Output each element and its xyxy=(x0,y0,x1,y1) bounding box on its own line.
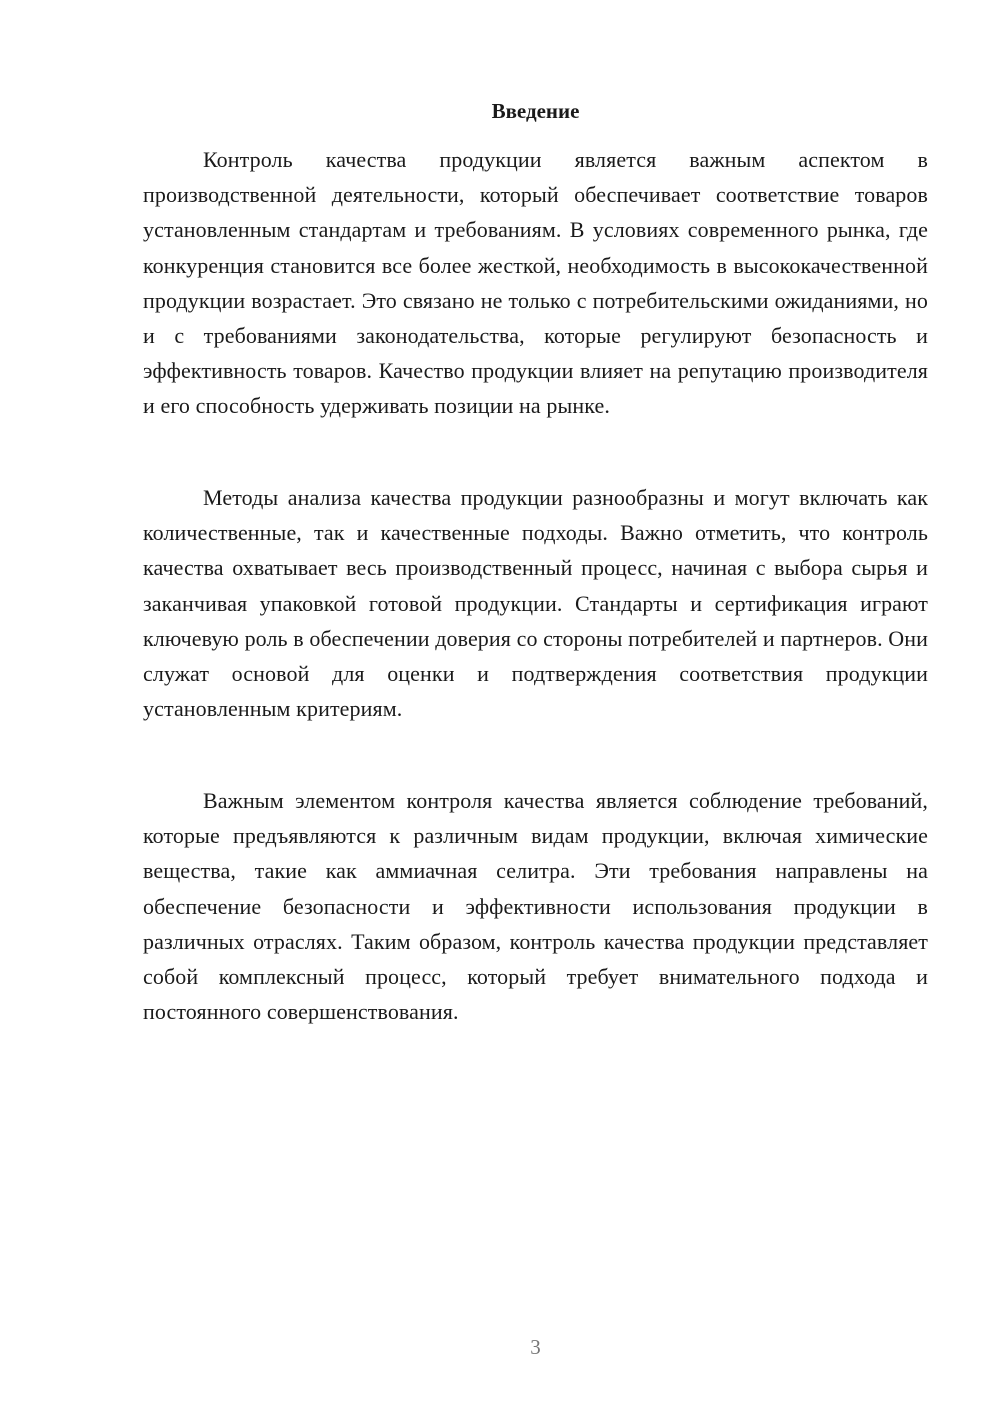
section-title: Введение xyxy=(491,99,580,123)
paragraph-1: Контроль качества продукции является важным аспектом в производственной деятельности, который обеспечивает соответствие товаров установленным стандартам и требованиям. В условиях современного рынка, где конкуренция становится все более жесткой, необходимость в высококачественной продукции возрастает. Это связано не только с потребительскими ожиданиями, но и с требованиями законодательства, которые регулируют безопасность и эффективность товаров. Качество продукции влияет на репутацию производителя и его способность удерживать позиции на рынке. xyxy=(143,147,928,419)
paragraph-2: Методы анализа качества продукции разнообразны и могут включать как количественные, так и качественные подходы. Важно отметить, что контроль качества охватывает весь производственный процесс, начиная с выбора сырья и заканчивая упаковкой готовой продукции. Стандарты и сертификация играют ключевую роль в обеспечении доверия со стороны потребителей и партнеров. Они служат основой для оценки и подтверждения соответствия продукции установленным критериям. xyxy=(143,485,929,722)
paragraph-3: Важным элементом контроля качества является соблюдение требований, которые предъявляются к различным видам продукции, включая химические вещества, такие как аммиачная селитра. Эти требования направлены на обеспечение безопасности и эффективности использования продукции в различных отраслях. Таким образом, контроль качества продукции представляет собой комплексный процесс, который требует внимательного подхода и постоянного совершенствования. xyxy=(143,788,928,1025)
page-number: 3 xyxy=(530,1335,541,1359)
